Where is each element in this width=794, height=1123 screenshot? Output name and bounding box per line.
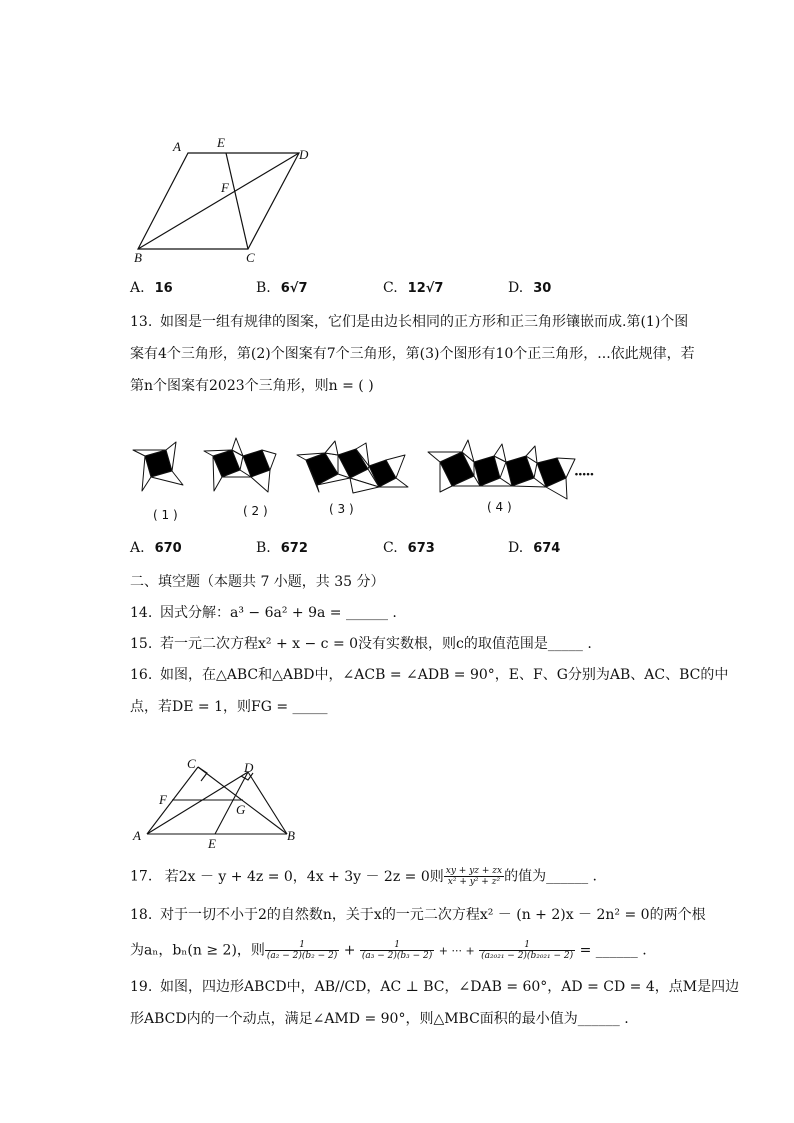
q13-line1: 如图是一组有规律的图案，它们是由边长相同的正方形和正三角形镶嵌而成.第(1)个图 <box>160 314 689 330</box>
fig16-label-G: G <box>236 802 246 817</box>
q18-line2: 为aₙ，bₙ(n ≥ 2)，则 $\frac{1}{\text{(a₂ − 2)(b₂ − 2)}}$ + $\frac{1}{\text{(a₃ − 2)(b₃ − 2)}}$ + ··· + $\frac{1}{\text{(a₂₀₂₁ − 2)(b₂₀₂₁ − 2)}}$ = ______ . <box>130 940 647 961</box>
q15-text: 若一元二次方程x² + x − c = 0没有实数根，则c的取值范围是_____ . <box>160 636 592 652</box>
caption-4: ( 4 ) <box>487 500 512 514</box>
q16-line2: 点，若DE = 1，则FG = _____ <box>130 699 328 715</box>
q17-frac-num: xy + yz + zx <box>445 866 503 876</box>
caption-3: ( 3 ) <box>329 502 354 516</box>
q13-line2: 案有4个三角形，第(2)个图案有7个三角形，第(3)个图形有10个正三角形，...依此规律，若 <box>130 346 695 362</box>
q18-fraction-2 <box>360 940 434 961</box>
q12-option-a[interactable]: A. 16 <box>130 280 173 296</box>
q12-option-b[interactable]: B. 6√7 <box>256 280 308 296</box>
fig16-label-C: C <box>187 756 196 771</box>
caption-2: ( 2 ) <box>243 504 268 518</box>
label-A: A <box>173 139 181 154</box>
q15-number: 15. <box>130 636 153 652</box>
label-F: F <box>221 180 229 195</box>
q18-line2-pre: 为aₙ，bₙ(n ≥ 2)，则 <box>130 942 265 959</box>
label-B: B <box>134 250 142 265</box>
q17-post: 的值为______ . <box>504 868 598 885</box>
fig16-label-F: F <box>159 792 167 807</box>
section-heading: 二、填空题（本题共 7 小题，共 35 分） <box>130 574 385 590</box>
q18-f1-den: (a₂ − 2)(b₂ − 2) <box>266 951 338 961</box>
q13-option-a[interactable]: A. 670 <box>130 540 182 556</box>
q17-number: 17. <box>130 868 153 885</box>
q12-option-d[interactable]: D. 30 <box>508 280 552 296</box>
q18-fraction-3 <box>479 940 575 961</box>
fig16-label-E: E <box>208 836 216 851</box>
q18-line2-post: = ______ . <box>579 942 647 959</box>
label-D: D <box>299 147 309 162</box>
question-17 <box>130 866 597 887</box>
q18-f2-den: (a₃ − 2)(b₃ − 2) <box>361 951 433 961</box>
q14-number: 14. <box>130 605 153 621</box>
fig16-label-B: B <box>287 828 295 843</box>
label-C: C <box>246 250 255 265</box>
label-E: E <box>217 135 225 150</box>
q13-line3: 第n个图案有2023个三角形，则n = ( ) <box>130 378 374 394</box>
q18-f3-num: 1 <box>479 940 575 951</box>
fig16-label-D: D <box>244 760 254 775</box>
q18-f1-num: 1 <box>265 940 339 951</box>
q13-option-d[interactable]: D. 674 <box>508 540 561 556</box>
q18-f2-num: 1 <box>360 940 434 951</box>
fig16-label-A: A <box>133 828 141 843</box>
q17-frac-den: x² + y² + z² <box>447 877 501 887</box>
q18-f3-den: (a₂₀₂₁ − 2)(b₂₀₂₁ − 2) <box>481 951 574 961</box>
q13-option-b[interactable]: B. 672 <box>256 540 308 556</box>
q16-number: 16. <box>130 667 153 683</box>
q14-text: 因式分解：a³ − 6a² + 9a = ______ . <box>160 605 397 621</box>
q18-mid: + ··· + <box>438 944 475 958</box>
q16-line1: 如图，在△ABC和△ABD中，∠ACB = ∠ADB = 90°，E、F、G分别为AB、AC、BC的中 <box>160 667 729 683</box>
q19-line1: 如图，四边形ABCD中，AB//CD，AC ⊥ BC，∠DAB = 60°，AD = CD = 4，点M是四边 <box>160 979 740 995</box>
q13-number: 13. <box>130 314 153 330</box>
q19-number: 19. <box>130 979 153 995</box>
q12-option-c[interactable]: C. 12√7 <box>383 280 444 296</box>
q17-fraction <box>444 866 504 887</box>
pattern-ellipsis: ····· <box>574 467 594 483</box>
q18-line1: 对于一切不小于2的自然数n，关于x的一元二次方程x² － (n + 2)x － 2n² = 0的两个根 <box>160 907 706 923</box>
caption-1: ( 1 ) <box>153 508 178 522</box>
q18-number: 18. <box>130 907 153 923</box>
q13-option-c[interactable]: C. 673 <box>383 540 435 556</box>
q18-fraction-1 <box>265 940 339 961</box>
q17-pre: 若2x － y + 4z = 0，4x + 3y － 2z = 0则 <box>164 868 444 885</box>
q19-line2: 形ABCD内的一个动点，满足∠AMD = 90°，则△MBC面积的最小值为______ . <box>130 1011 629 1027</box>
